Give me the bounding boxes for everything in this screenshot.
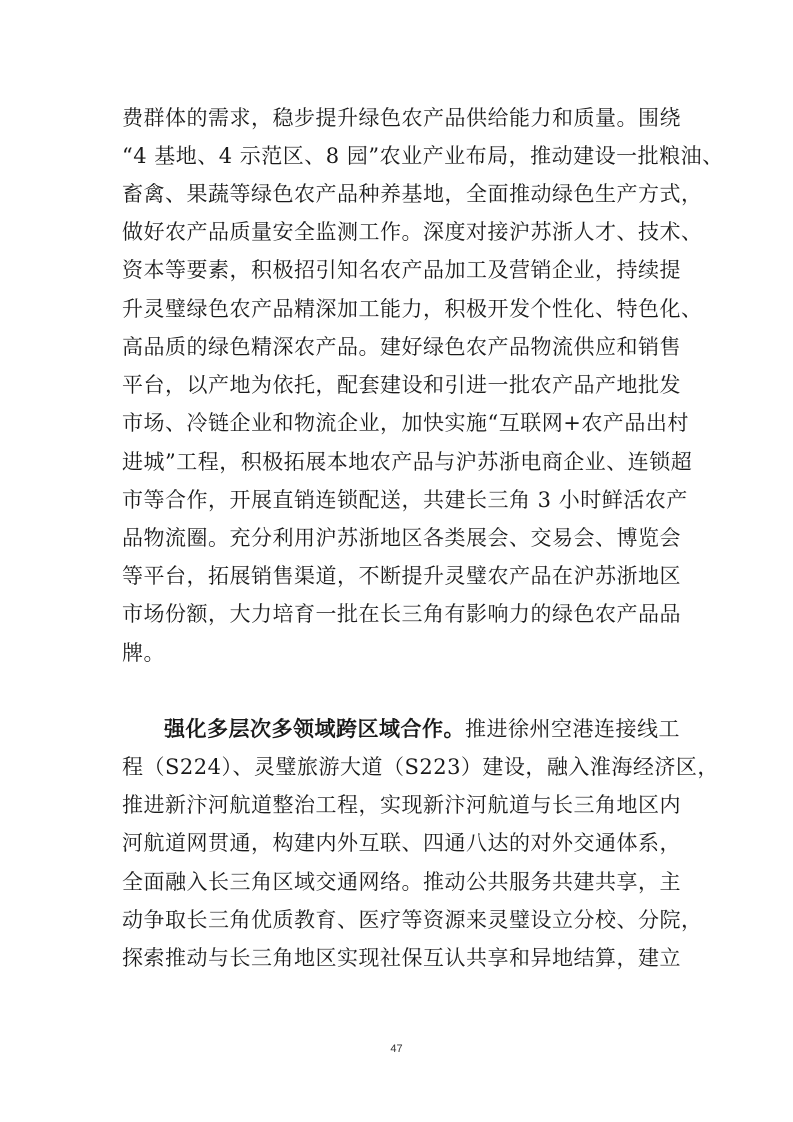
text-line: 程（S224）、灵璧旅游大道（S223）建设，融入淮海经济区， (122, 755, 719, 779)
text-line: 品物流圈。充分利用沪苏浙地区各类展会、交易会、博览会 (122, 526, 681, 550)
text-line: 等平台，拓展销售渠道，不断提升灵璧农产品在沪苏浙地区 (122, 564, 681, 588)
page-number: 47 (390, 1043, 403, 1055)
text-line: 费群体的需求，稳步提升绿色农产品供给能力和质量。围绕 (122, 106, 681, 130)
text-line: 推进新汴河航道整治工程，实现新汴河航道与长三角地区内 (122, 793, 681, 817)
text-line: 高品质的绿色精深农产品。建好绿色农产品物流供应和销售 (122, 335, 681, 359)
text-line: “4 基地、4 示范区、8 园”农业产业布局，推动建设一批粮油、 (122, 144, 724, 168)
text-line: 做好农产品质量安全监测工作。深度对接沪苏浙人才、技术、 (122, 220, 703, 244)
text-line: 探索推动与长三角地区实现社保互认共享和异地结算，建立 (122, 946, 681, 970)
heading-line-rest: 推进徐州空港连接线工 (465, 717, 680, 741)
text-line: 平台，以产地为依托，配套建设和引进一批农产品产地批发 (122, 373, 681, 397)
text-line: 动争取长三角优质教育、医疗等资源来灵璧设立分校、分院， (122, 908, 703, 932)
text-line: 升灵璧绿色农产品精深加工能力，积极开发个性化、特色化、 (122, 297, 703, 321)
text-line: 牌。 (122, 641, 165, 665)
text-line: 河航道网贯通，构建内外互联、四通八达的对外交通体系， (122, 831, 681, 855)
text-line: 资本等要素，积极招引知名农产品加工及营销企业，持续提 (122, 258, 681, 282)
text-line: 市等合作，开展直销连锁配送，共建长三角 3 小时鲜活农产 (122, 488, 688, 512)
paragraph-heading: 强化多层次多领域跨区域合作。 (164, 716, 465, 741)
text-line: 进城”工程，积极拓展本地农产品与沪苏浙电商企业、连锁超 (122, 450, 693, 474)
text-line: 市场份额，大力培育一批在长三角有影响力的绿色农产品品 (122, 602, 681, 626)
text-line: 畜禽、果蔬等绿色农产品种养基地，全面推动绿色生产方式， (122, 182, 703, 206)
text-line: 市场、冷链企业和物流企业，加快实施“互联网+农产品出村 (122, 411, 689, 435)
text-line: 全面融入长三角区域交通网络。推动公共服务共建共享，主 (122, 870, 681, 894)
text-line (164, 715, 680, 743)
